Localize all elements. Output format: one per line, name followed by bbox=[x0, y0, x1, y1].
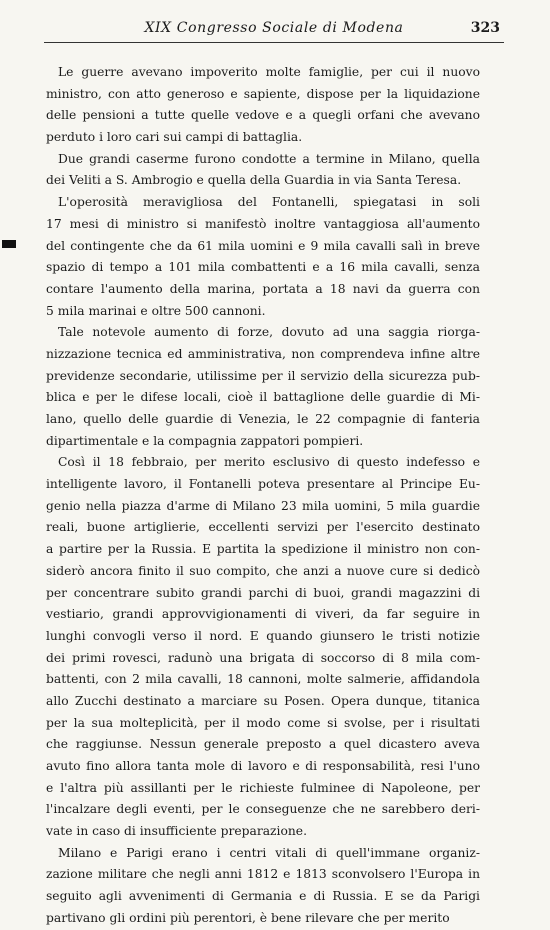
text-line: Milano e Parigi erano i centri vitali di quell'immane organiz- bbox=[58, 845, 480, 860]
text-line: lano, quello delle guardie di Venezia, le 22 compagnie di fanteria bbox=[46, 412, 480, 426]
text-line: genio nella piazza d'arme di Milano 23 mila uomini, 5 mila guardie bbox=[46, 498, 480, 513]
text-line: avuto fino allora tanta mole di lavoro e di responsabilità, resi l'uno bbox=[46, 759, 480, 773]
text-line: allo Zucchi destinato a marciare su Posen. Opera dunque, titanica bbox=[46, 693, 480, 708]
text-line: Tale notevole aumento di forze, dovuto ad una saggia riorga- bbox=[58, 325, 480, 340]
text-line: vate in caso di insufficiente preparazione. bbox=[46, 824, 307, 839]
text-line: a partire per la Russia. E partita la spedizione il ministro non con- bbox=[46, 542, 480, 557]
text-line: per la sua molteplicità, per il modo come si svolse, per i risultati bbox=[46, 715, 480, 730]
text-line: per concentrare subito grandi parchi di buoi, grandi magazzini di bbox=[46, 585, 480, 600]
text-line: blica e per le difese locali, cioè il battaglione delle guardie di Mi- bbox=[46, 390, 480, 405]
text-line: intelligente lavoro, il Fontanelli poteva presentare al Principe Eu- bbox=[46, 477, 480, 492]
text-line: zazione militare che negli anni 1812 e 1813 sconvolsero l'Europa in bbox=[46, 867, 480, 882]
text-line: previdenze secondarie, utilissime per il servizio della sicurezza pub- bbox=[46, 368, 480, 383]
running-title: XIX Congresso Sociale di Modena bbox=[144, 20, 404, 36]
margin-marker bbox=[2, 240, 16, 248]
running-header bbox=[48, 18, 500, 42]
header-rule bbox=[44, 42, 504, 43]
text-line: contare l'aumento della marina, portata a 18 navi da guerra con bbox=[46, 281, 480, 296]
text-line: lunghi convogli verso il nord. E quando giunsero le tristi notizie bbox=[46, 628, 480, 643]
page-body bbox=[46, 62, 480, 930]
text-line: 5 mila marinai e oltre 500 cannoni. bbox=[46, 303, 266, 318]
text-line: seguito agli avvenimenti di Germania e di Russia. E se da Parigi bbox=[46, 889, 480, 904]
text-line: dei primi rovesci, radunò una brigata di soccorso di 8 mila com- bbox=[46, 650, 480, 665]
text-line: battenti, con 2 mila cavalli, 18 cannoni, molte salmerie, affidandola bbox=[46, 672, 480, 687]
text-line: che raggiunse. Nessun generale preposto a quel dicastero aveva bbox=[46, 737, 480, 752]
text-line: perduto i loro cari sui campi di battaglia. bbox=[46, 130, 303, 145]
text-line: 17 mesi di ministro si manifestò inoltre vantaggiosa all'aumento bbox=[46, 216, 480, 231]
text-line: L'operosità meravigliosa del Fontanelli, spiegatasi in soli bbox=[58, 195, 480, 210]
text-line: Così il 18 febbraio, per merito esclusivo di questo indefesso e bbox=[58, 455, 480, 470]
text-line: nizzazione tecnica ed amministrativa, non comprendeva infine altre bbox=[46, 346, 480, 361]
page-number: 323 bbox=[470, 20, 500, 36]
text-line: Le guerre avevano impoverito molte famiglie, per cui il nuovo bbox=[58, 65, 480, 79]
text-line: l'incalzare degli eventi, per le conseguenze che ne sarebbero deri- bbox=[46, 802, 480, 817]
text-line: partivano gli ordini più perentori, è bene rilevare che per merito bbox=[46, 910, 450, 925]
text-line: spazio di tempo a 101 mila combattenti e a 16 mila cavalli, senza bbox=[46, 260, 480, 275]
text-line: ministro, con atto generoso e sapiente, dispose per la liquidazione bbox=[46, 86, 480, 101]
text-line: reali, buone artiglierie, eccellenti servizi per l'esercito destinato bbox=[46, 520, 480, 535]
text-line: e l'altra più assillanti per le richieste fulminee di Napoleone, per bbox=[46, 780, 480, 795]
text-line: siderò ancora finito il suo compito, che anzi a nuove cure si dedicò bbox=[46, 563, 480, 578]
text-line: vestiario, grandi approvvigionamenti di viveri, da far seguire in bbox=[46, 607, 480, 622]
text-line: delle pensioni a tutte quelle vedove e a quegli orfani che avevano bbox=[46, 108, 480, 123]
text-line: Due grandi caserme furono condotte a termine in Milano, quella bbox=[58, 151, 480, 166]
text-line: dipartimentale e la compagnia zappatori pompieri. bbox=[46, 433, 364, 448]
text-line: dei Veliti a S. Ambrogio e quella della Guardia in via Santa Teresa. bbox=[46, 173, 462, 188]
text-line: del contingente che da 61 mila uomini e 9 mila cavalli salì in breve bbox=[46, 238, 480, 253]
